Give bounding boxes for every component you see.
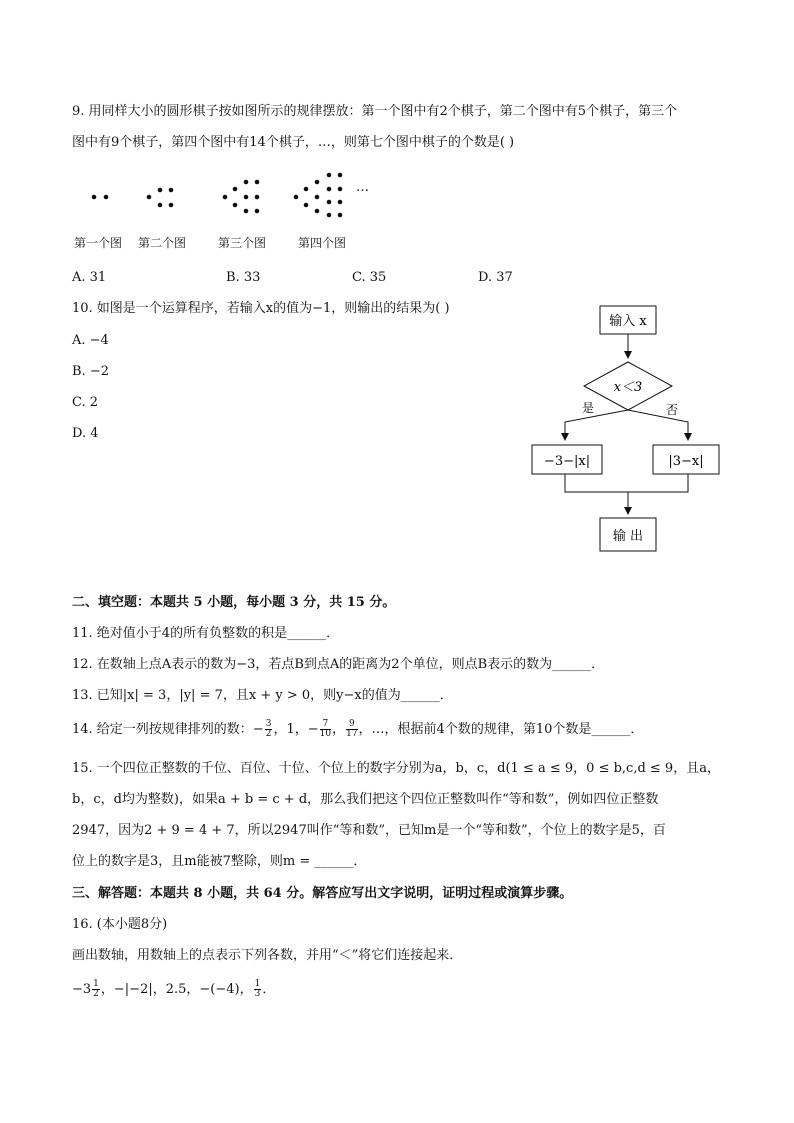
figure-4-dots bbox=[294, 173, 343, 218]
q10-option-d: D. 4 bbox=[72, 426, 99, 441]
q9-caption-4: 第四个图 bbox=[298, 236, 347, 250]
flow-right-text: |3−x| bbox=[668, 454, 704, 469]
q10-stem: 10. 如图是一个运算程序，若输入x的值为−1，则输出的结果为( ) bbox=[72, 301, 450, 316]
section-2-heading: 二、填空题：本题共 5 小题，每小题 3 分，共 15 分。 bbox=[72, 595, 396, 610]
q13-stem: 13. 已知|x| = 3，|y| = 7，且x + y > 0，则y−x的值为______． bbox=[72, 688, 453, 703]
q9-option-c: C. 35 bbox=[352, 270, 387, 285]
q16-fraction-2: $\frac{1}{3}$ bbox=[254, 979, 261, 999]
figure-3-dots bbox=[223, 180, 260, 214]
q14-mid2: ， bbox=[332, 722, 346, 737]
q16-fraction-1: $\frac{1}{2}$ bbox=[93, 979, 99, 999]
q14-fraction-3: $\frac{9}{17}$ bbox=[346, 719, 358, 739]
q9-option-b: B. 33 bbox=[226, 270, 261, 285]
q9-option-d: D. 37 bbox=[478, 270, 513, 285]
q15-line4: 位上的数字是3，且m能被7整除，则m = ______． bbox=[72, 854, 367, 869]
q12-stem: 12. 在数轴上点A表示的数为−3，若点B到点A的距离为2个单位，则点B表示的数为______． bbox=[72, 657, 605, 672]
q14-mid1: ，1，− bbox=[273, 722, 319, 737]
q10-flowchart bbox=[520, 300, 740, 560]
flow-input-text: 输入 x bbox=[609, 314, 647, 329]
q9-dot-figures bbox=[80, 168, 380, 223]
q15-line2: b，c，d均为整数)，如果a + b = c + d，那么我们把这个四位正整数叫作“等和数”，例如四位正整数 bbox=[72, 792, 659, 807]
q14-suffix: ，…，根据前4个数的规律，第10个数是______． bbox=[358, 722, 644, 737]
q14-fraction-2: $\frac{7}{10}$ bbox=[319, 719, 332, 739]
q16-mid: ，−|−2|，2.5，−(−4)， bbox=[100, 982, 253, 997]
q14-neg: − bbox=[252, 722, 264, 737]
q14-stem bbox=[72, 720, 643, 740]
q14-fraction-1: $\frac{3}{2}$ bbox=[265, 719, 272, 739]
q9-option-a: A. 31 bbox=[72, 270, 107, 285]
q10-option-b: B. −2 bbox=[72, 364, 109, 379]
q9-caption-3: 第三个图 bbox=[218, 236, 267, 250]
q16-title: 16. (本小题8分) bbox=[72, 917, 168, 932]
flow-output-text: 输 出 bbox=[612, 529, 644, 544]
q9-ellipsis: … bbox=[356, 180, 369, 195]
q16-suffix: ． bbox=[262, 982, 276, 997]
q10-option-a: A. −4 bbox=[72, 333, 109, 348]
q16-n1-prefix: −3 bbox=[72, 982, 92, 997]
q9-caption-1: 第一个图 bbox=[74, 236, 123, 250]
flow-left-text: −3−|x| bbox=[543, 454, 591, 469]
q9-stem-line2: 图中有9个棋子，第四个图中有14个棋子，…，则第七个图中棋子的个数是( ) bbox=[72, 135, 515, 150]
q10-option-c: C. 2 bbox=[72, 395, 99, 410]
q15-line3: 2947，因为2 + 9 = 4 + 7，所以2947叫作“等和数”，已知m是一个“等和数”，个位上的数字是5，百 bbox=[72, 823, 666, 838]
q11-stem: 11. 绝对值小于4的所有负整数的积是______． bbox=[72, 626, 340, 641]
q9-stem-line1: 9. 用同样大小的圆形棋子按如图所示的规律摆放：第一个图中有2个棋子，第二个图中有5个棋子，第三个 bbox=[72, 104, 678, 119]
q16-numbers bbox=[72, 980, 275, 1000]
flow-no-label: 否 bbox=[665, 403, 679, 417]
flow-yes-label: 是 bbox=[581, 401, 595, 415]
q14-prefix: 14. 给定一列按规律排列的数： bbox=[72, 722, 253, 737]
figure-1-dots bbox=[92, 195, 109, 200]
q15-line1: 15. 一个四位正整数的千位、百位、十位、个位上的数字分别为a，b，c，d(1 ≤ a ≤ 9，0 ≤ b,c,d ≤ 9，且a， bbox=[72, 761, 720, 776]
q9-caption-2: 第二个图 bbox=[138, 236, 187, 250]
section-3-heading: 三、解答题：本题共 8 小题，共 64 分。解答应写出文字说明，证明过程或演算步骤。 bbox=[72, 886, 573, 901]
q16-stem: 画出数轴，用数轴上的点表示下列各数，并用“＜”将它们连接起来． bbox=[72, 948, 463, 963]
figure-2-dots bbox=[147, 188, 174, 208]
flow-condition-text: x＜3 bbox=[613, 380, 643, 395]
